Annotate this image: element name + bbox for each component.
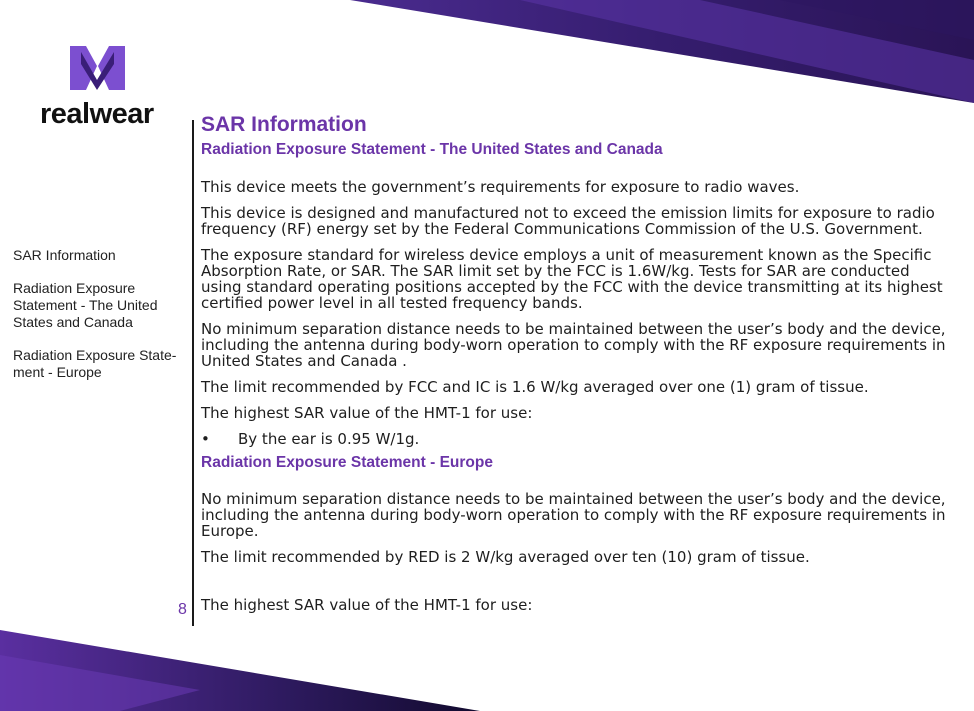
top-right-banner <box>350 0 974 103</box>
paragraph: The highest SAR value of the HMT-1 for use: <box>201 596 533 614</box>
list-item-text: By the ear is 0.95 W/1g. <box>238 430 420 448</box>
page-title: SAR Information <box>201 113 367 136</box>
toc-item-sar-information[interactable]: SAR Information <box>13 247 116 263</box>
paragraph: This device is designed and manufactured not to exceed the emission limits for exposure to radio frequency (RF) energy set by the Federal Communications Commission of the U.S. Government. <box>201 204 935 238</box>
toc-item-europe[interactable]: Radiation Exposure State-ment - Europe <box>13 347 177 380</box>
page-number: 8 <box>178 601 187 618</box>
paragraph: This device meets the government’s requirements for exposure to radio waves. <box>201 178 800 196</box>
brand-wordmark: realwear <box>40 98 154 130</box>
bottom-left-banner <box>0 630 480 711</box>
bullet-icon: • <box>201 430 210 448</box>
paragraph: The limit recommended by RED is 2 W/kg averaged over ten (10) gram of tissue. <box>201 548 810 566</box>
paragraph: No minimum separation distance needs to be maintained between the user’s body and the device, including the antenna during body-worn operation to comply with the RF exposure requirements in United States and Canada . <box>201 320 946 370</box>
paragraph: No minimum separation distance needs to be maintained between the user’s body and the device, including the antenna during body-worn operation to comply with the RF exposure requirements in Europe. <box>201 490 946 540</box>
section-heading-europe: Radiation Exposure Statement - Europe <box>201 454 493 471</box>
paragraph: The exposure standard for wireless device employs a unit of measurement known as the Specific Absorption Rate, or SAR. The SAR limit set by the FCC is 1.6W/kg. Tests for SAR are conducted using standard operating positions accepted by the FCC with the device transmitting at its highest certified power level in all tested frequency bands. <box>201 246 943 312</box>
vertical-divider <box>192 120 194 626</box>
paragraph: The limit recommended by FCC and IC is 1.6 W/kg averaged over one (1) gram of tissue. <box>201 378 869 396</box>
toc-item-us-canada[interactable]: Radiation Exposure Statement - The United States and Canada <box>13 280 158 330</box>
paragraph: The highest SAR value of the HMT-1 for use: <box>201 404 533 422</box>
list-item <box>201 431 946 447</box>
main-content <box>201 113 946 613</box>
sidebar-toc <box>13 247 191 397</box>
section-heading-us-canada: Radiation Exposure Statement - The United States and Canada <box>201 141 663 158</box>
realwear-logo-icon <box>70 46 125 90</box>
